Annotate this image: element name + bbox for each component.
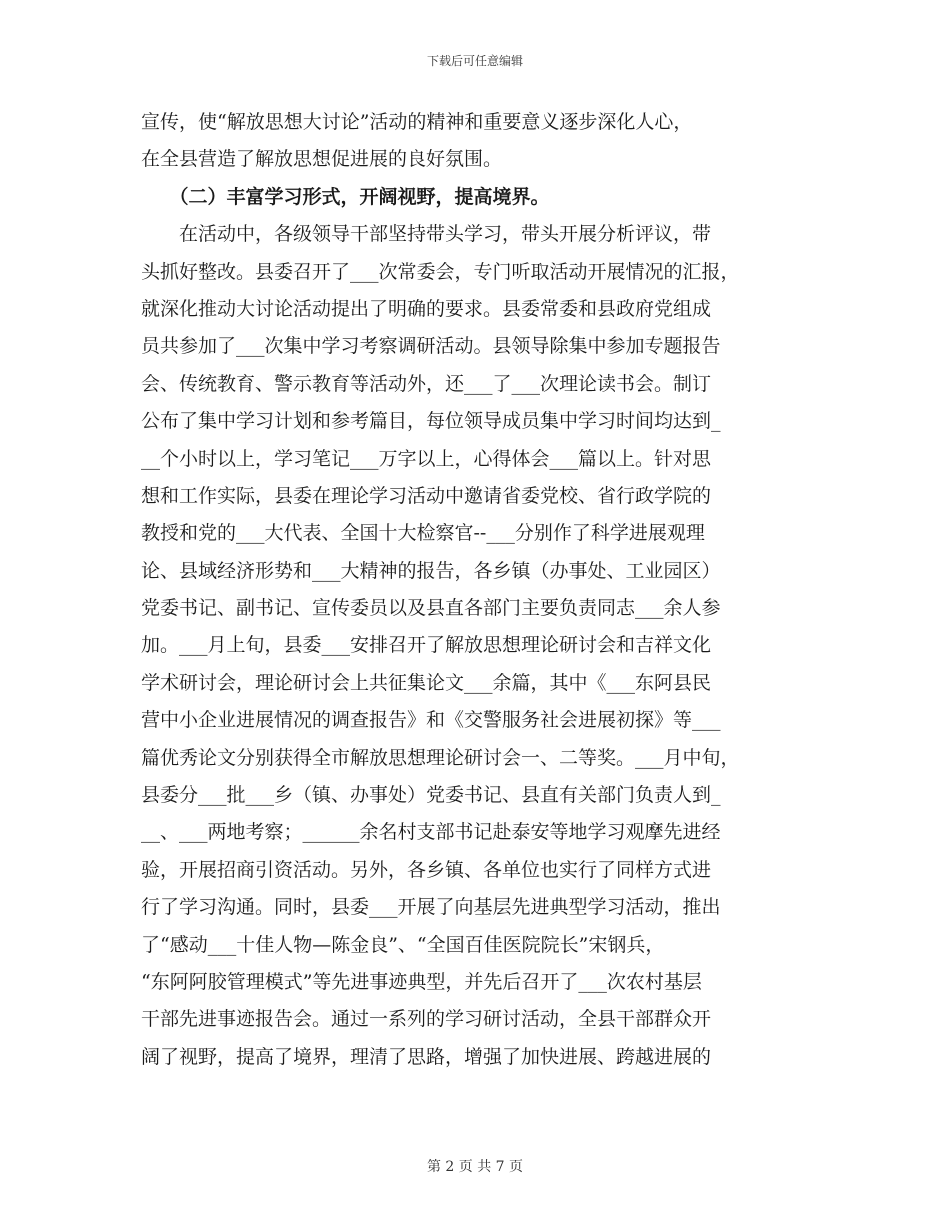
text-line: 阔了视野，提高了境界，理清了思路，增强了加快进展、跨越进展的 [141,1045,712,1068]
text-line: 营中小企业进展情况的调查报告》和《交警服务社会进展初探》等___ [141,709,721,732]
text-line: 想和工作实际，县委在理论学习活动中邀请省委党校、省行政学院的 [141,484,712,507]
text-line: 学术研讨会，理论研讨会上共征集论文___余篇，其中《___东阿县民 [141,671,712,694]
text-line: 干部先进事迹报告会。通过一系列的学习研讨活动，全县干部群众开 [141,1008,712,1031]
text-line: 党委书记、副书记、宣传委员以及县直各部门主要负责同志___余人参 [141,597,721,620]
text-line: 就深化推动大讨论活动提出了明确的要求。县委常委和县政府党组成 [141,297,712,320]
text-line: 县委分___批___乡（镇、办事处）党委书记、县直有关部门负责人到_ [141,784,721,807]
text-line: “东阿阿胶管理模式”等先进事迹典型，并先后召开了___次农村基层 [141,970,702,993]
text-line: 加。___月上旬，县委___安排召开了解放思想理论研讨会和吉祥文化 [141,634,712,657]
document-body [141,104,821,1076]
text-line: 教授和党的___大代表、全国十大检察官--___分别作了科学进展观理 [141,522,705,545]
text-line: 员共参加了___次集中学习考察调研活动。县领导除集中参加专题报告 [141,335,721,358]
text-line: 行了学习沟通。同时，县委___开展了向基层先进典型学习活动，推出 [141,896,721,919]
text-line: 篇优秀论文分别获得全市解放思想理论研讨会一、二等奖。___月中旬， [141,746,740,769]
text-line: 在全县营造了解放思想促进展的良好氛围。 [141,148,503,171]
text-line: __个小时以上，学习笔记___万字以上，心得体会___篇以上。针对思 [141,447,712,470]
text-line: 头抓好整改。县委召开了___次常委会，专门听取活动开展情况的汇报， [141,260,740,283]
text-line: 公布了集中学习计划和参考篇目，每位领导成员集中学习时间均达到_ [141,410,721,433]
text-line: 会、传统教育、警示教育等活动外，还___了___次理论读书会。制订 [141,372,712,395]
text-line: 论、县域经济形势和___大精神的报告，各乡镇（办事处、工业园区） [141,559,721,582]
page-header-note: 下载后可任意编辑 [426,54,523,68]
text-line: 在活动中，各级领导干部坚持带头学习，带头开展分析评议，带 [141,223,712,246]
text-line: __、___两地考察；______余名村支部书记赴泰安等地学习观摩先进经 [141,821,721,844]
section-heading: （二）丰富学习形式，开阔视野，提高境界。 [141,185,550,208]
text-line: 验，开展招商引资活动。另外，各乡镇、各单位也实行了同样方式进 [141,858,712,881]
text-line: 宣传，使“解放思想大讨论”活动的精神和重要意义逐步深化人心， [141,111,693,133]
page-number: 第 2 页 共 7 页 [426,1159,524,1175]
text-line: 了“感动___十佳人物—陈金良”、“全国百佳医院院长”宋钢兵， [141,933,665,956]
